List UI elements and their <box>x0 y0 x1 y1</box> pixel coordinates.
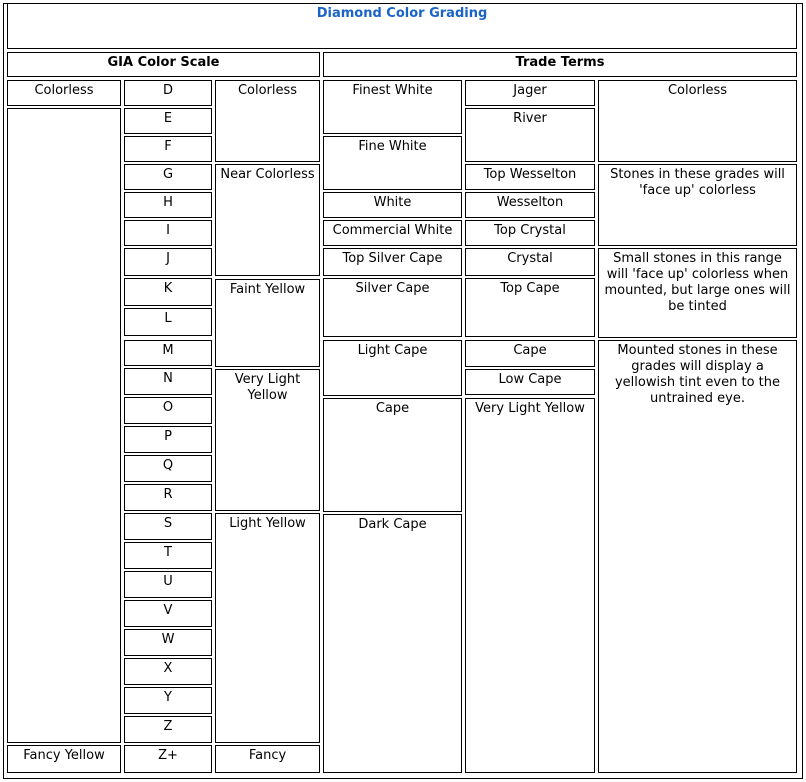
trade-term-commercial-white: Commercial White <box>323 220 462 246</box>
color-grade-s: S <box>124 513 212 540</box>
description-note-1: Colorless <box>598 80 797 162</box>
gia-range-faint-yellow: Faint Yellow <box>215 279 320 367</box>
color-grade-g: G <box>124 164 212 190</box>
trade-term-dark-cape: Dark Cape <box>323 514 462 773</box>
trade-term-silver-cape: Silver Cape <box>323 278 462 337</box>
trade-term-alt-top-wesselton: Top Wesselton <box>465 164 595 190</box>
color-grade-l: L <box>124 308 212 336</box>
color-grade-t: T <box>124 542 212 569</box>
color-grade-m: M <box>124 340 212 366</box>
color-grade-n: N <box>124 368 212 395</box>
color-grade-o: O <box>124 397 212 424</box>
color-grade-e: E <box>124 108 212 134</box>
gia-range-light-yellow: Light Yellow <box>215 513 320 743</box>
trade-term-alt-top-cape: Top Cape <box>465 278 595 337</box>
trade-term-fine-white: Fine White <box>323 136 462 190</box>
gia-range-fancy: Fancy <box>215 745 320 773</box>
color-grade-w: W <box>124 629 212 656</box>
trade-term-light-cape: Light Cape <box>323 340 462 396</box>
color-grade-j: J <box>124 248 212 276</box>
grade-group-colorless: Colorless <box>7 80 121 106</box>
trade-term-top-silver-cape: Top Silver Cape <box>323 248 462 276</box>
color-grade-p: P <box>124 426 212 453</box>
gia-range-colorless: Colorless <box>215 80 320 162</box>
trade-term-alt-cape: Cape <box>465 340 595 367</box>
color-grade-z-plus: Z+ <box>124 745 212 773</box>
color-grade-i: I <box>124 220 212 246</box>
color-grade-x: X <box>124 658 212 685</box>
trade-term-alt-top-crystal: Top Crystal <box>465 220 595 246</box>
trade-term-alt-very-light-yellow: Very Light Yellow <box>465 398 595 773</box>
color-grade-y: Y <box>124 687 212 714</box>
description-note-3: Small stones in this range will 'face up' colorless when mounted, but large ones will be tinted <box>598 248 797 338</box>
color-grade-u: U <box>124 571 212 598</box>
trade-term-alt-river: River <box>465 108 595 162</box>
trade-term-alt-low-cape: Low Cape <box>465 369 595 395</box>
trade-term-alt-wesselton: Wesselton <box>465 192 595 218</box>
grade-group-blank <box>7 108 121 743</box>
gia-range-near-colorless: Near Colorless <box>215 164 320 276</box>
grade-group-fancy-yellow: Fancy Yellow <box>7 745 121 773</box>
color-grade-z: Z <box>124 716 212 743</box>
trade-terms-header: Trade Terms <box>323 52 797 77</box>
color-grade-r: R <box>124 484 212 511</box>
gia-color-scale-header: GIA Color Scale <box>7 52 320 77</box>
description-note-2: Stones in these grades will 'face up' colorless <box>598 164 797 246</box>
color-grade-d: D <box>124 80 212 106</box>
trade-term-finest-white: Finest White <box>323 80 462 134</box>
color-grade-h: H <box>124 192 212 218</box>
color-grade-f: F <box>124 136 212 162</box>
color-grade-q: Q <box>124 455 212 482</box>
description-note-4: Mounted stones in these grades will display a yellowish tint even to the untrained eye. <box>598 340 797 773</box>
color-grade-k: K <box>124 278 212 306</box>
trade-term-alt-crystal: Crystal <box>465 248 595 276</box>
gia-range-very-light-yellow: Very Light Yellow <box>215 369 320 511</box>
color-grade-v: V <box>124 600 212 627</box>
trade-term-cape: Cape <box>323 398 462 512</box>
trade-term-alt-jager: Jager <box>465 80 595 106</box>
table-title: Diamond Color Grading <box>7 3 797 49</box>
trade-term-white: White <box>323 192 462 218</box>
